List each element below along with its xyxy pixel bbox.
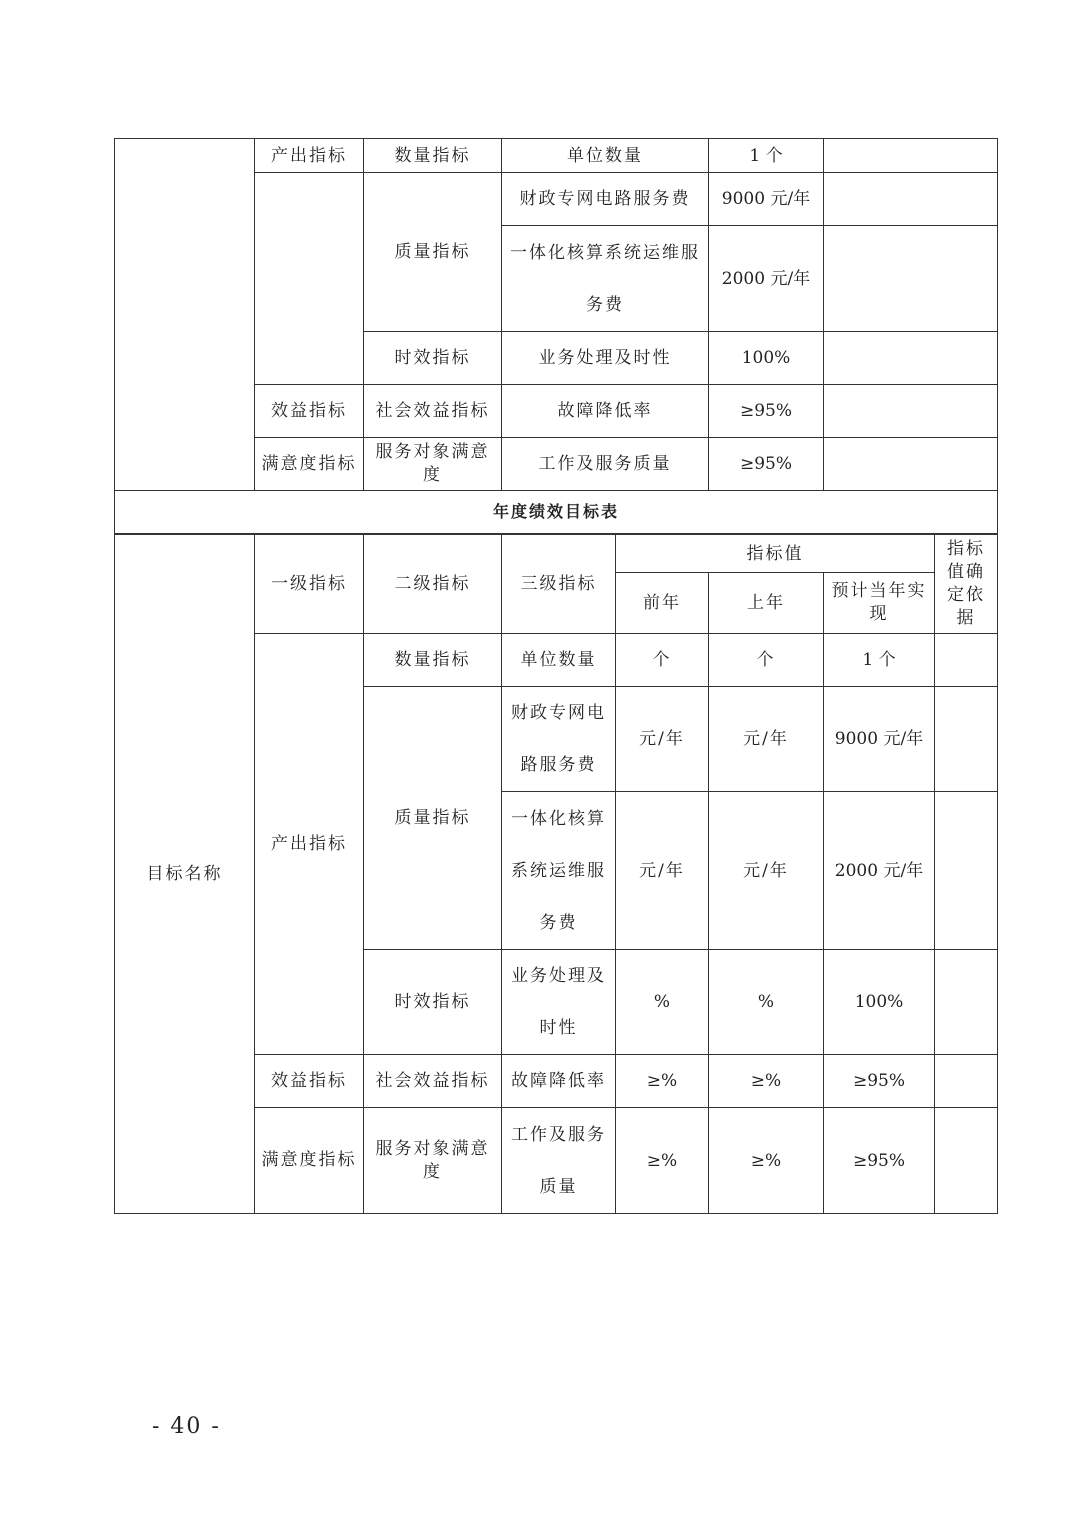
level3-cell: 工作及服务质量 bbox=[502, 438, 709, 491]
level1-cell: 满意度指标 bbox=[255, 1108, 364, 1214]
level2-cell: 社会效益指标 bbox=[364, 1055, 502, 1108]
level2-cell: 数量指标 bbox=[364, 634, 502, 687]
prev-year-header: 前年 bbox=[616, 573, 709, 634]
level1-cell: 效益指标 bbox=[255, 385, 364, 438]
prev-value-cell: % bbox=[616, 950, 709, 1055]
value-cell: ≥95% bbox=[709, 438, 824, 491]
empty-cell bbox=[824, 385, 998, 438]
empty-cell bbox=[824, 438, 998, 491]
prev-value-cell: ≥% bbox=[616, 1108, 709, 1214]
last-year-header: 上年 bbox=[709, 573, 824, 634]
level3-header: 三级指标 bbox=[502, 535, 616, 634]
level3-cell: 财政专网电路服务费 bbox=[502, 173, 709, 226]
last-value-cell: % bbox=[709, 950, 824, 1055]
basis-header: 指标值确定依据 bbox=[935, 535, 998, 634]
indicator-value-header: 指标值 bbox=[616, 535, 935, 573]
level1-cell: 满意度指标 bbox=[255, 438, 364, 491]
level3-cell: 单位数量 bbox=[502, 634, 616, 687]
value-cell: 100% bbox=[709, 332, 824, 385]
prev-value-cell: 元/年 bbox=[616, 687, 709, 792]
level3-cell: 业务处理及时性 bbox=[502, 950, 616, 1055]
level3-cell: 工作及服务质量 bbox=[502, 1108, 616, 1214]
basis-cell bbox=[935, 634, 998, 687]
expected-value-cell: 9000 元/年 bbox=[824, 687, 935, 792]
value-cell: 2000 元/年 bbox=[709, 226, 824, 332]
empty-cell bbox=[824, 332, 998, 385]
level2-cell: 质量指标 bbox=[364, 173, 502, 332]
level2-cell: 质量指标 bbox=[364, 687, 502, 950]
basis-cell bbox=[935, 1055, 998, 1108]
level2-cell: 服务对象满意度 bbox=[364, 1108, 502, 1214]
level1-cell: 产出指标 bbox=[255, 634, 364, 1055]
level3-cell: 一体化核算系统运维服务费 bbox=[502, 792, 616, 950]
level3-cell: 故障降低率 bbox=[502, 1055, 616, 1108]
level1-cell bbox=[255, 173, 364, 385]
level2-cell: 服务对象满意度 bbox=[364, 438, 502, 491]
empty-cell bbox=[824, 173, 998, 226]
expected-value-cell: 2000 元/年 bbox=[824, 792, 935, 950]
prev-value-cell: ≥% bbox=[616, 1055, 709, 1108]
prev-value-cell: 个 bbox=[616, 634, 709, 687]
value-cell: 9000 元/年 bbox=[709, 173, 824, 226]
prev-value-cell: 元/年 bbox=[616, 792, 709, 950]
basis-cell bbox=[935, 950, 998, 1055]
level1-cell: 效益指标 bbox=[255, 1055, 364, 1108]
empty-cell bbox=[115, 139, 255, 491]
expected-value-cell: ≥95% bbox=[824, 1055, 935, 1108]
expected-value-cell: ≥95% bbox=[824, 1108, 935, 1214]
last-value-cell: 元/年 bbox=[709, 792, 824, 950]
expected-value-cell: 1 个 bbox=[824, 634, 935, 687]
level1-cell: 产出指标 bbox=[255, 139, 364, 173]
basis-cell bbox=[935, 792, 998, 950]
empty-cell bbox=[824, 226, 998, 332]
level2-cell: 数量指标 bbox=[364, 139, 502, 173]
level3-cell: 一体化核算系统运维服务费 bbox=[502, 226, 709, 332]
expected-header: 预计当年实现 bbox=[824, 573, 935, 634]
section-title: 年度绩效目标表 bbox=[115, 491, 998, 534]
level3-cell: 财政专网电路服务费 bbox=[502, 687, 616, 792]
last-value-cell: ≥% bbox=[709, 1055, 824, 1108]
level3-cell: 故障降低率 bbox=[502, 385, 709, 438]
level1-header: 一级指标 bbox=[255, 535, 364, 634]
level2-cell: 时效指标 bbox=[364, 332, 502, 385]
performance-table-continued bbox=[114, 138, 998, 534]
basis-cell bbox=[935, 1108, 998, 1214]
value-cell: ≥95% bbox=[709, 385, 824, 438]
value-cell: 1 个 bbox=[709, 139, 824, 173]
empty-cell bbox=[824, 139, 998, 173]
level3-cell: 业务处理及时性 bbox=[502, 332, 709, 385]
level3-cell: 单位数量 bbox=[502, 139, 709, 173]
last-value-cell: 元/年 bbox=[709, 687, 824, 792]
annual-performance-target-table bbox=[114, 534, 998, 1214]
target-name-header: 目标名称 bbox=[115, 535, 255, 1214]
basis-cell bbox=[935, 687, 998, 792]
level2-header: 二级指标 bbox=[364, 535, 502, 634]
level2-cell: 社会效益指标 bbox=[364, 385, 502, 438]
page-number: - 40 - bbox=[152, 1414, 221, 1439]
last-value-cell: 个 bbox=[709, 634, 824, 687]
expected-value-cell: 100% bbox=[824, 950, 935, 1055]
level2-cell: 时效指标 bbox=[364, 950, 502, 1055]
last-value-cell: ≥% bbox=[709, 1108, 824, 1214]
